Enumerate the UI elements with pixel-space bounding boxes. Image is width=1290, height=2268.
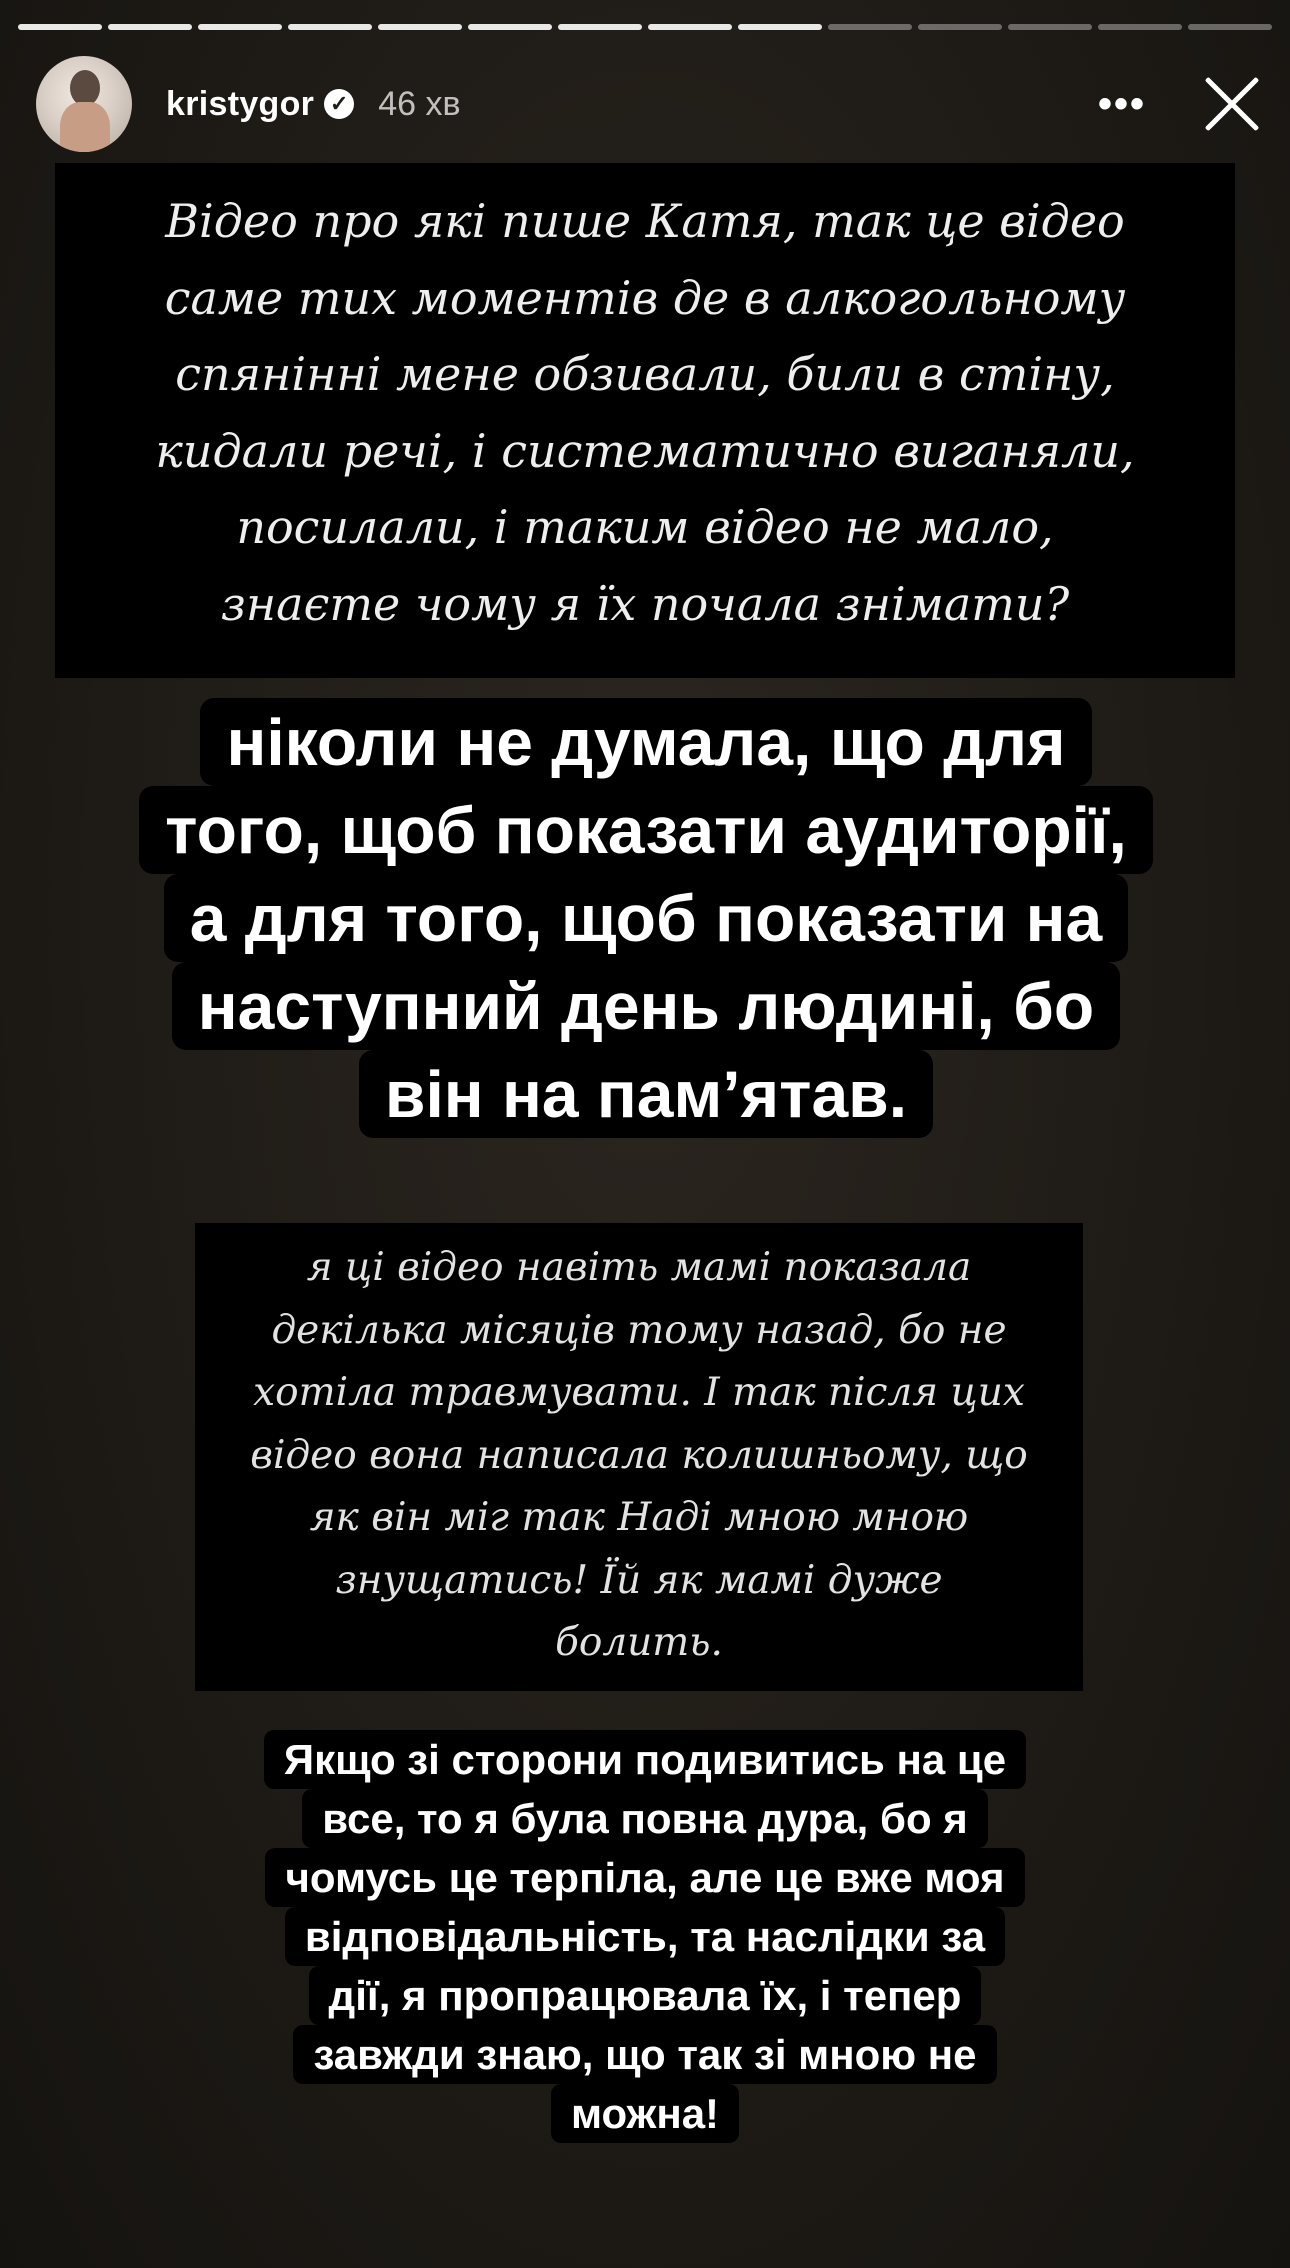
- text-line: наступний день людині, бо: [172, 962, 1120, 1050]
- text-line: а для того, щоб показати на: [164, 874, 1129, 962]
- text-line: все, то я була повна дура, бо я: [302, 1789, 988, 1848]
- text-line: можна!: [551, 2084, 739, 2143]
- avatar[interactable]: [36, 56, 132, 152]
- text-line: хотіла травмувати. І так після цих: [253, 1370, 1025, 1415]
- progress-segment: [378, 24, 462, 30]
- text-line: завжди знаю, що так зі мною не: [293, 2025, 996, 2084]
- story-progress-bar: [18, 24, 1272, 30]
- story-text-block-2: [60, 698, 1232, 1138]
- progress-segment: [1008, 24, 1092, 30]
- text-line: саме тих моментів де в алкогольному: [164, 270, 1126, 325]
- text-line: Якщо зі сторони подивитись на це: [264, 1730, 1026, 1789]
- text-line: він на пам’ятав.: [359, 1050, 933, 1138]
- progress-segment: [198, 24, 282, 30]
- progress-segment: [648, 24, 732, 30]
- text-line: спянінні мене обзивали, били в стіну,: [175, 347, 1115, 401]
- username[interactable]: kristygor: [166, 84, 315, 123]
- progress-segment: [288, 24, 372, 30]
- progress-segment: [738, 24, 822, 30]
- text-line: болить.: [555, 1620, 723, 1665]
- progress-segment: [108, 24, 192, 30]
- story-text-block-1: [55, 163, 1235, 678]
- story-text-block-3: [195, 1223, 1083, 1691]
- text-line: як він міг так Наді мною мною: [309, 1495, 969, 1540]
- text-line: знаєте чому я їх почала знімати?: [220, 576, 1070, 631]
- text-line: відео вона написала колишньому, що: [250, 1432, 1028, 1478]
- text-line: Відео про які пише Катя, так це відео: [165, 194, 1125, 248]
- post-time: 46 хв: [378, 84, 461, 123]
- progress-segment: [1098, 24, 1182, 30]
- text-line: декілька місяців тому назад, бо не: [271, 1307, 1007, 1353]
- text-line: кидали речі, і систематично виганяли,: [155, 423, 1135, 478]
- text-line: я ці відео навіть мамі показала: [306, 1245, 972, 1290]
- progress-segment: [558, 24, 642, 30]
- close-icon[interactable]: [1202, 74, 1262, 134]
- story-header: [36, 56, 1262, 152]
- progress-segment: [1188, 24, 1272, 30]
- text-line: знущатись! Їй як мамі дуже: [335, 1557, 943, 1603]
- verified-badge-icon: ✓: [324, 89, 354, 119]
- more-options-icon[interactable]: •••: [1097, 82, 1146, 126]
- text-line: того, щоб показати аудиторії,: [139, 786, 1153, 874]
- story-text-block-4: [150, 1730, 1140, 2143]
- text-line: посилали, і таким відео не мало,: [236, 500, 1054, 554]
- text-line: ніколи не думала, що для: [200, 698, 1091, 786]
- text-line: чомусь це терпіла, але це вже моя: [265, 1848, 1024, 1907]
- text-line: дії, я пропрацювала їх, і тепер: [309, 1966, 982, 2025]
- progress-segment: [828, 24, 912, 30]
- progress-segment: [18, 24, 102, 30]
- text-line: відповідальність, та наслідки за: [285, 1907, 1005, 1966]
- progress-segment: [918, 24, 1002, 30]
- progress-segment: [468, 24, 552, 30]
